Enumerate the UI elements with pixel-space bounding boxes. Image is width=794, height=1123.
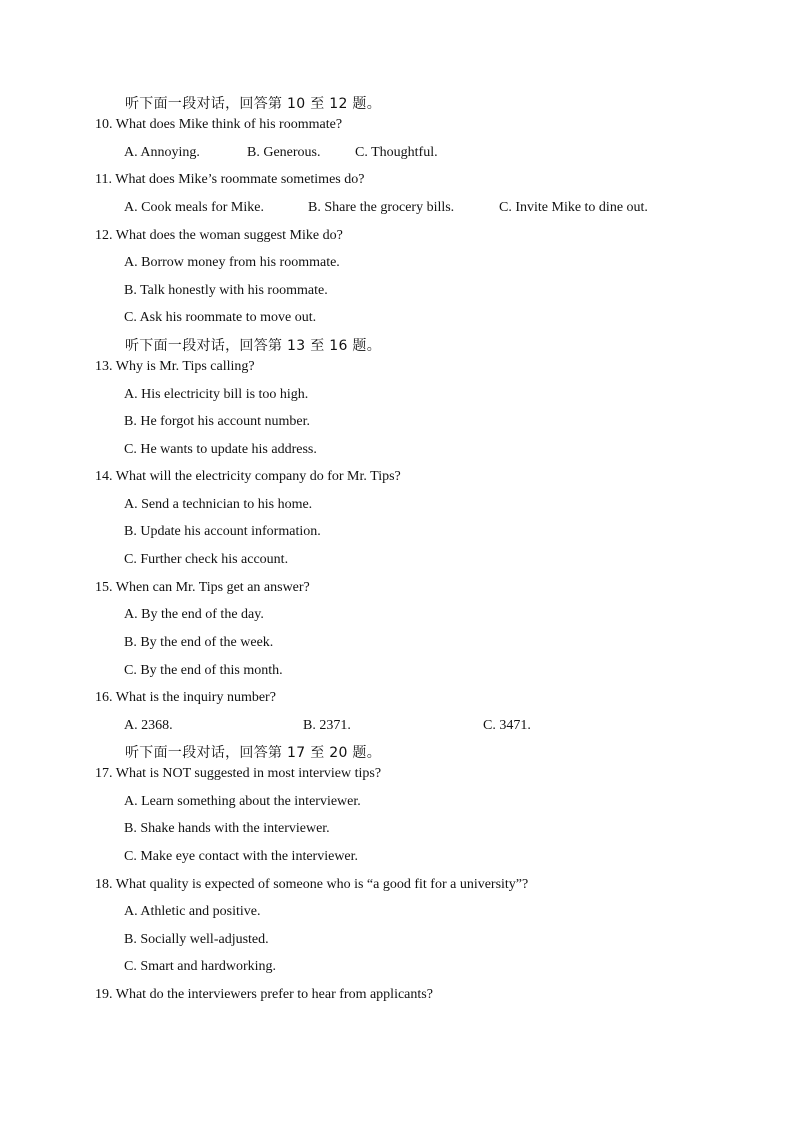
q14-option-b: B. Update his account information. [124, 524, 321, 539]
question-12: 12. What does the woman suggest Mike do? [95, 228, 343, 243]
q15-option-b: B. By the end of the week. [124, 635, 274, 650]
question-18: 18. What quality is expected of someone who is “a good fit for a university”? [95, 877, 529, 892]
q16-option-c: C. 3471. [483, 718, 531, 733]
q18-option-b: B. Socially well-adjusted. [124, 932, 269, 947]
question-10: 10. What does Mike think of his roommate? [95, 117, 343, 132]
q11-option-c: C. Invite Mike to dine out. [499, 200, 648, 215]
q13-option-c: C. He wants to update his address. [124, 442, 317, 457]
q13-option-a: A. His electricity bill is too high. [124, 387, 309, 402]
q12-option-c: C. Ask his roommate to move out. [124, 310, 317, 325]
question-15: 15. When can Mr. Tips get an answer? [95, 580, 310, 595]
q14-option-a: A. Send a technician to his home. [124, 497, 313, 512]
q12-option-a: A. Borrow money from his roommate. [124, 255, 340, 270]
q17-option-c: C. Make eye contact with the interviewer. [124, 849, 359, 864]
q10-option-b: B. Generous. [247, 145, 321, 160]
q16-option-b: B. 2371. [303, 718, 351, 733]
q16-option-a: A. 2368. [124, 718, 173, 733]
q11-option-b: B. Share the grocery bills. [308, 200, 455, 215]
question-16: 16. What is the inquiry number? [95, 690, 276, 705]
question-13: 13. Why is Mr. Tips calling? [95, 359, 255, 374]
q18-option-c: C. Smart and hardworking. [124, 959, 277, 974]
q17-option-b: B. Shake hands with the interviewer. [124, 821, 330, 836]
question-17: 17. What is NOT suggested in most interview tips? [95, 766, 382, 781]
q12-option-b: B. Talk honestly with his roommate. [124, 283, 328, 298]
q11-option-a: A. Cook meals for Mike. [124, 200, 264, 215]
section-instruction-17-20: 听下面一段对话，回答第 17 至 20 题。 [125, 745, 382, 761]
question-19: 19. What do the interviewers prefer to hear from applicants? [95, 987, 433, 1002]
q13-option-b: B. He forgot his account number. [124, 414, 310, 429]
q14-option-c: C. Further check his account. [124, 552, 289, 567]
q15-option-a: A. By the end of the day. [124, 607, 264, 622]
section-instruction-13-16: 听下面一段对话，回答第 13 至 16 题。 [125, 338, 382, 354]
question-11: 11. What does Mike’s roommate sometimes do? [95, 172, 365, 187]
q15-option-c: C. By the end of this month. [124, 663, 283, 678]
section-instruction-10-12: 听下面一段对话，回答第 10 至 12 题。 [125, 96, 382, 112]
q18-option-a: A. Athletic and positive. [124, 904, 261, 919]
question-14: 14. What will the electricity company do for Mr. Tips? [95, 469, 401, 484]
q10-option-c: C. Thoughtful. [355, 145, 438, 160]
q17-option-a: A. Learn something about the interviewer. [124, 794, 361, 809]
q10-option-a: A. Annoying. [124, 145, 200, 160]
